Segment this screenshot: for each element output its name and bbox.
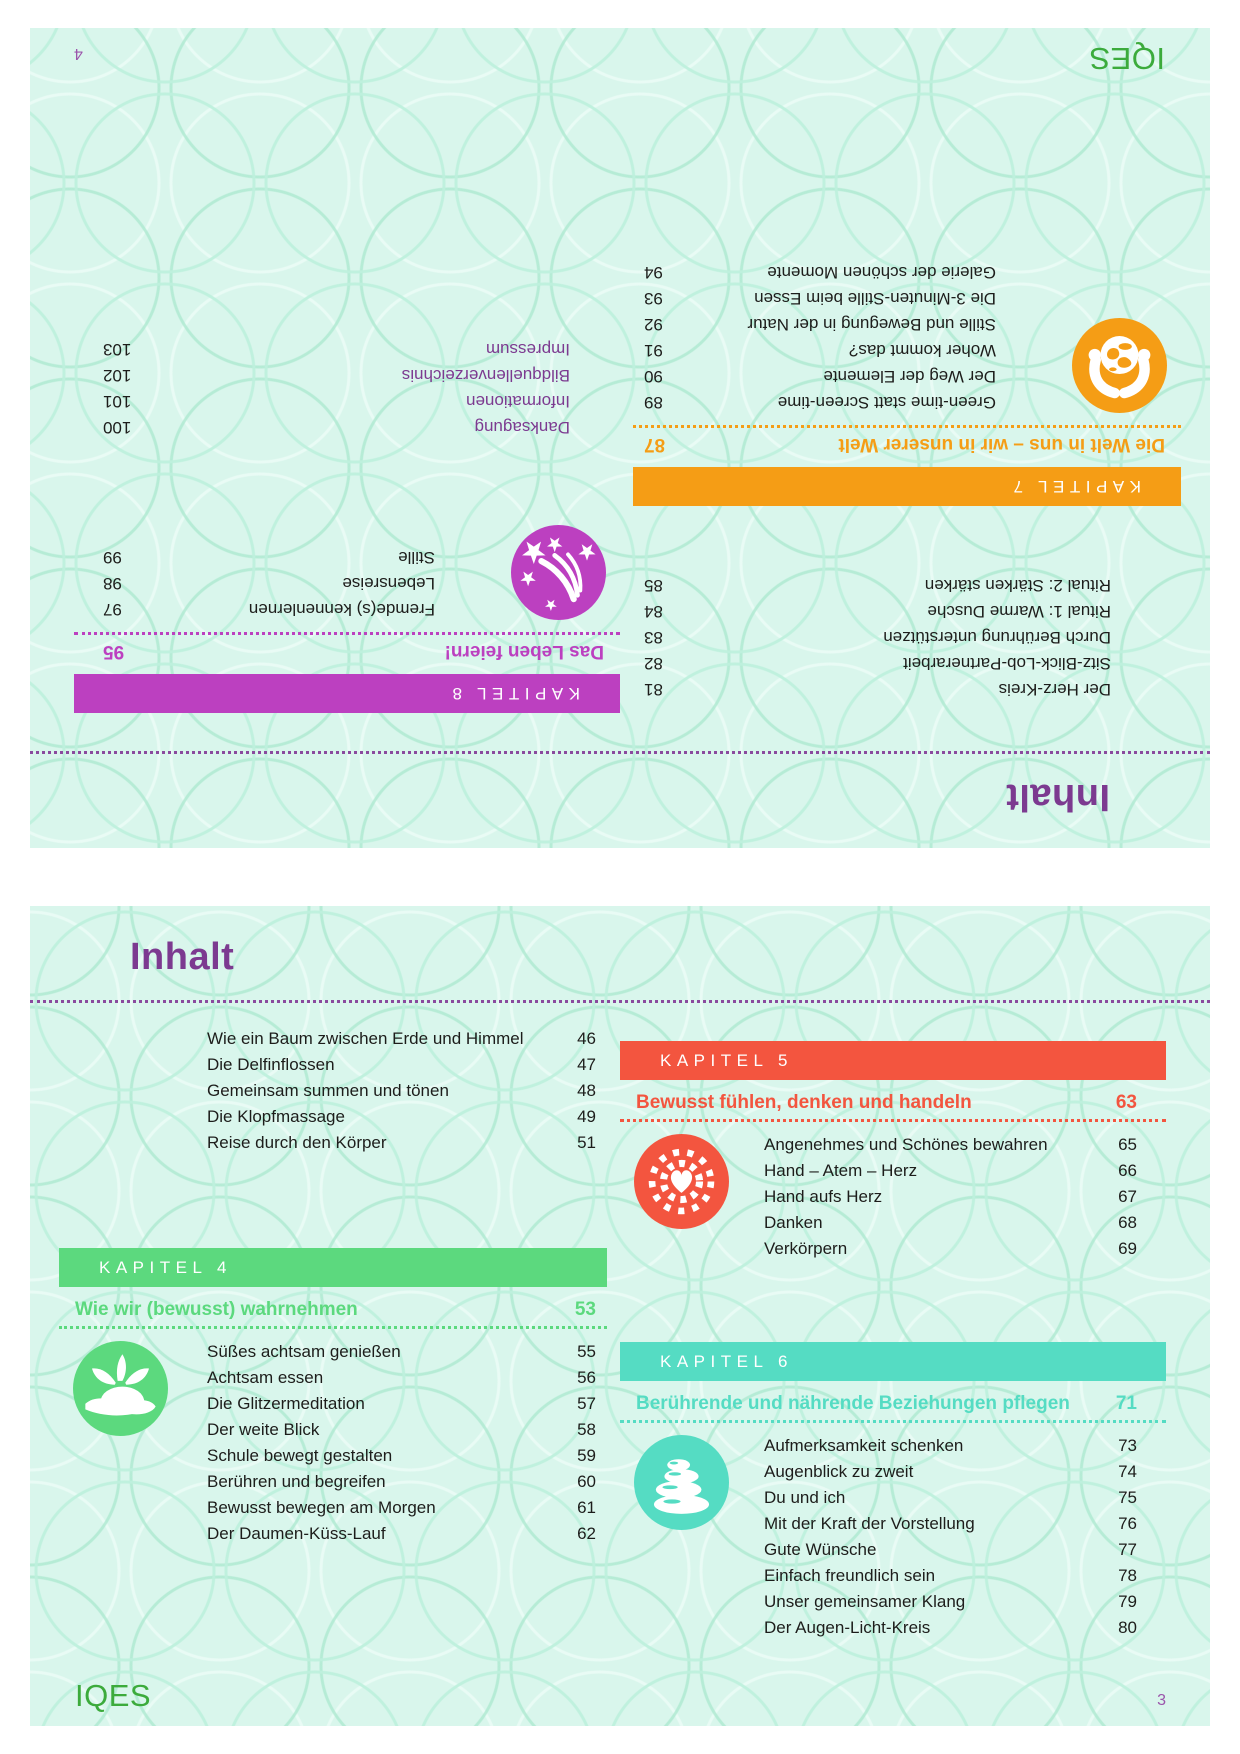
chapter-page: 63 bbox=[1115, 1092, 1137, 1113]
toc-entry: Mit der Kraft der Vorstellung 76 bbox=[764, 1514, 1137, 1533]
chapter-body bbox=[74, 522, 620, 622]
toc-entry: Stille und Bewegung in der Natur 92 bbox=[644, 315, 996, 334]
page-number: 4 bbox=[74, 45, 83, 62]
chapter-title: Das Leben feiern! bbox=[444, 641, 604, 662]
toc-entry: Achtsam essen 56 bbox=[207, 1368, 596, 1387]
chapter-5-section bbox=[620, 1041, 1166, 1262]
heart-mandala-icon bbox=[634, 1134, 729, 1229]
toc-entry: Danken 68 bbox=[764, 1213, 1137, 1232]
toc-entry: Unser gemeinsamer Klang 79 bbox=[764, 1592, 1137, 1611]
backmatter-list bbox=[74, 336, 620, 440]
toc-entry: Fremde(s) kennenlernen 97 bbox=[103, 600, 435, 619]
iqes-logo: IQES bbox=[1088, 41, 1165, 76]
page-3 bbox=[30, 906, 1210, 1726]
chapter-dotted-rule bbox=[620, 1119, 1166, 1122]
toc-entry: Gute Wünsche 77 bbox=[764, 1540, 1137, 1559]
chapter-4-section bbox=[59, 1248, 607, 1547]
chapter-dotted-rule bbox=[59, 1326, 607, 1329]
chapter-title: Die Welt in uns – wir in unserer Welt bbox=[838, 434, 1165, 455]
chapter-8-title-row bbox=[74, 640, 620, 662]
chapter-7-banner: KAPITEL 7 bbox=[633, 467, 1181, 506]
toc-entry: Die Klopfmassage 49 bbox=[207, 1107, 596, 1126]
chapter-6-banner: KAPITEL 6 bbox=[620, 1342, 1166, 1381]
toc-entry: Die Delfinflossen 47 bbox=[207, 1055, 596, 1074]
toc-entry: Süßes achtsam genießen 55 bbox=[207, 1342, 596, 1361]
chapter-8-banner: KAPITEL 8 bbox=[74, 674, 620, 713]
toc-entry: Die 3-Minuten-Stille beim Essen 93 bbox=[644, 289, 996, 308]
toc-entry: Augenblick zu zweit 74 bbox=[764, 1462, 1137, 1481]
page-title: Inhalt bbox=[1005, 776, 1110, 818]
chapter-body bbox=[620, 1132, 1166, 1262]
toc-entry: Gemeinsam summen und tönen 48 bbox=[207, 1081, 596, 1100]
chapter-5-title-row bbox=[620, 1092, 1166, 1114]
chapter-8-section bbox=[74, 522, 620, 713]
chapter-4-title-row bbox=[59, 1299, 607, 1321]
toc-entry: Der Herz-Kreis 81 bbox=[644, 680, 1111, 699]
chapter-4-banner: KAPITEL 4 bbox=[59, 1248, 607, 1287]
toc-entry: Ritual 2: Stärken stärken 85 bbox=[644, 576, 1111, 595]
chapter-7-title-row bbox=[633, 433, 1181, 455]
toc-entry: Sitz-Blick-Lob-Partnerarbeit 82 bbox=[644, 654, 1111, 673]
chapter-6-section bbox=[620, 1342, 1166, 1641]
toc-entry: Lebensreise 98 bbox=[103, 574, 435, 593]
page-number: 3 bbox=[1157, 1692, 1166, 1709]
chapter-body bbox=[620, 1433, 1166, 1641]
page-title: Inhalt bbox=[130, 936, 235, 978]
iqes-logo: IQES bbox=[75, 1678, 152, 1713]
toc-entry: Schule bewegt gestalten 59 bbox=[207, 1446, 596, 1465]
chapter-body bbox=[633, 259, 1181, 415]
toc-entry: Der Daumen-Küss-Lauf 62 bbox=[207, 1524, 596, 1543]
chapter-page: 87 bbox=[644, 434, 666, 455]
toc-entry: Verkörpern 69 bbox=[764, 1239, 1137, 1258]
continuation-list bbox=[59, 1026, 607, 1156]
chapter-title: Wie wir (bewusst) wahrnehmen bbox=[75, 1299, 358, 1320]
toc-entry: Du und ich 75 bbox=[764, 1488, 1137, 1507]
chapter-7-section bbox=[633, 259, 1181, 506]
zen-stones-icon bbox=[634, 1435, 729, 1530]
toc-entry: Der Weg der Elemente 90 bbox=[644, 367, 996, 386]
backmatter-entry: Informationen 101 bbox=[103, 392, 570, 411]
toc-entry: Stille 99 bbox=[103, 548, 435, 567]
toc-entry: Ritual 1: Warme Dusche 84 bbox=[644, 602, 1111, 621]
toc-entry: Angenehmes und Schönes bewahren 65 bbox=[764, 1135, 1137, 1154]
chapter-5-banner: KAPITEL 5 bbox=[620, 1041, 1166, 1080]
toc-entry: Hand aufs Herz 67 bbox=[764, 1187, 1137, 1206]
chapter-page: 71 bbox=[1115, 1393, 1137, 1414]
backmatter-entry: Danksagung 100 bbox=[103, 418, 570, 437]
toc-entry: Wie ein Baum zwischen Erde und Himmel 46 bbox=[207, 1029, 596, 1048]
toc-entry: Einfach freundlich sein 78 bbox=[764, 1566, 1137, 1585]
chapter-page: 95 bbox=[103, 641, 125, 662]
seedling-hand-icon bbox=[73, 1341, 168, 1436]
page-4 bbox=[30, 28, 1210, 848]
toc-entry: Reise durch den Körper 51 bbox=[207, 1133, 596, 1152]
continuation-list bbox=[633, 572, 1181, 702]
column-left bbox=[633, 28, 1181, 848]
backmatter-entry: Impressum 103 bbox=[103, 340, 570, 359]
toc-entry: Der Augen-Licht-Kreis 80 bbox=[764, 1618, 1137, 1637]
toc-entry: Bewusst bewegen am Morgen 61 bbox=[207, 1498, 596, 1517]
chapter-title: Bewusst fühlen, denken und handeln bbox=[636, 1092, 972, 1113]
fireworks-icon bbox=[511, 525, 606, 620]
column-right bbox=[620, 906, 1166, 1726]
toc-entry: Durch Berührung unterstützen 83 bbox=[644, 628, 1111, 647]
chapter-page: 53 bbox=[574, 1299, 596, 1320]
backmatter-entry: Bildquellenverzeichnis 102 bbox=[103, 366, 570, 385]
chapter-title: Berührende und nährende Beziehungen pflegen bbox=[636, 1393, 1070, 1414]
chapter-dotted-rule bbox=[74, 632, 620, 635]
column-left bbox=[59, 906, 607, 1726]
chapter-dotted-rule bbox=[620, 1420, 1166, 1423]
column-right bbox=[74, 28, 620, 848]
toc-entry: Hand – Atem – Herz 66 bbox=[764, 1161, 1137, 1180]
toc-entry: Die Glitzermeditation 57 bbox=[207, 1394, 596, 1413]
toc-entry: Aufmerksamkeit schenken 73 bbox=[764, 1436, 1137, 1455]
toc-entry: Woher kommt das? 91 bbox=[644, 341, 996, 360]
hands-globe-icon bbox=[1072, 318, 1167, 413]
toc-entry: Galerie der schönen Momente 94 bbox=[644, 263, 996, 282]
chapter-dotted-rule bbox=[633, 425, 1181, 428]
toc-entry: Green-time statt Screen-time 89 bbox=[644, 393, 996, 412]
toc-entry: Berühren und begreifen 60 bbox=[207, 1472, 596, 1491]
chapter-body bbox=[59, 1339, 607, 1547]
chapter-6-title-row bbox=[620, 1393, 1166, 1415]
toc-entry: Der weite Blick 58 bbox=[207, 1420, 596, 1439]
